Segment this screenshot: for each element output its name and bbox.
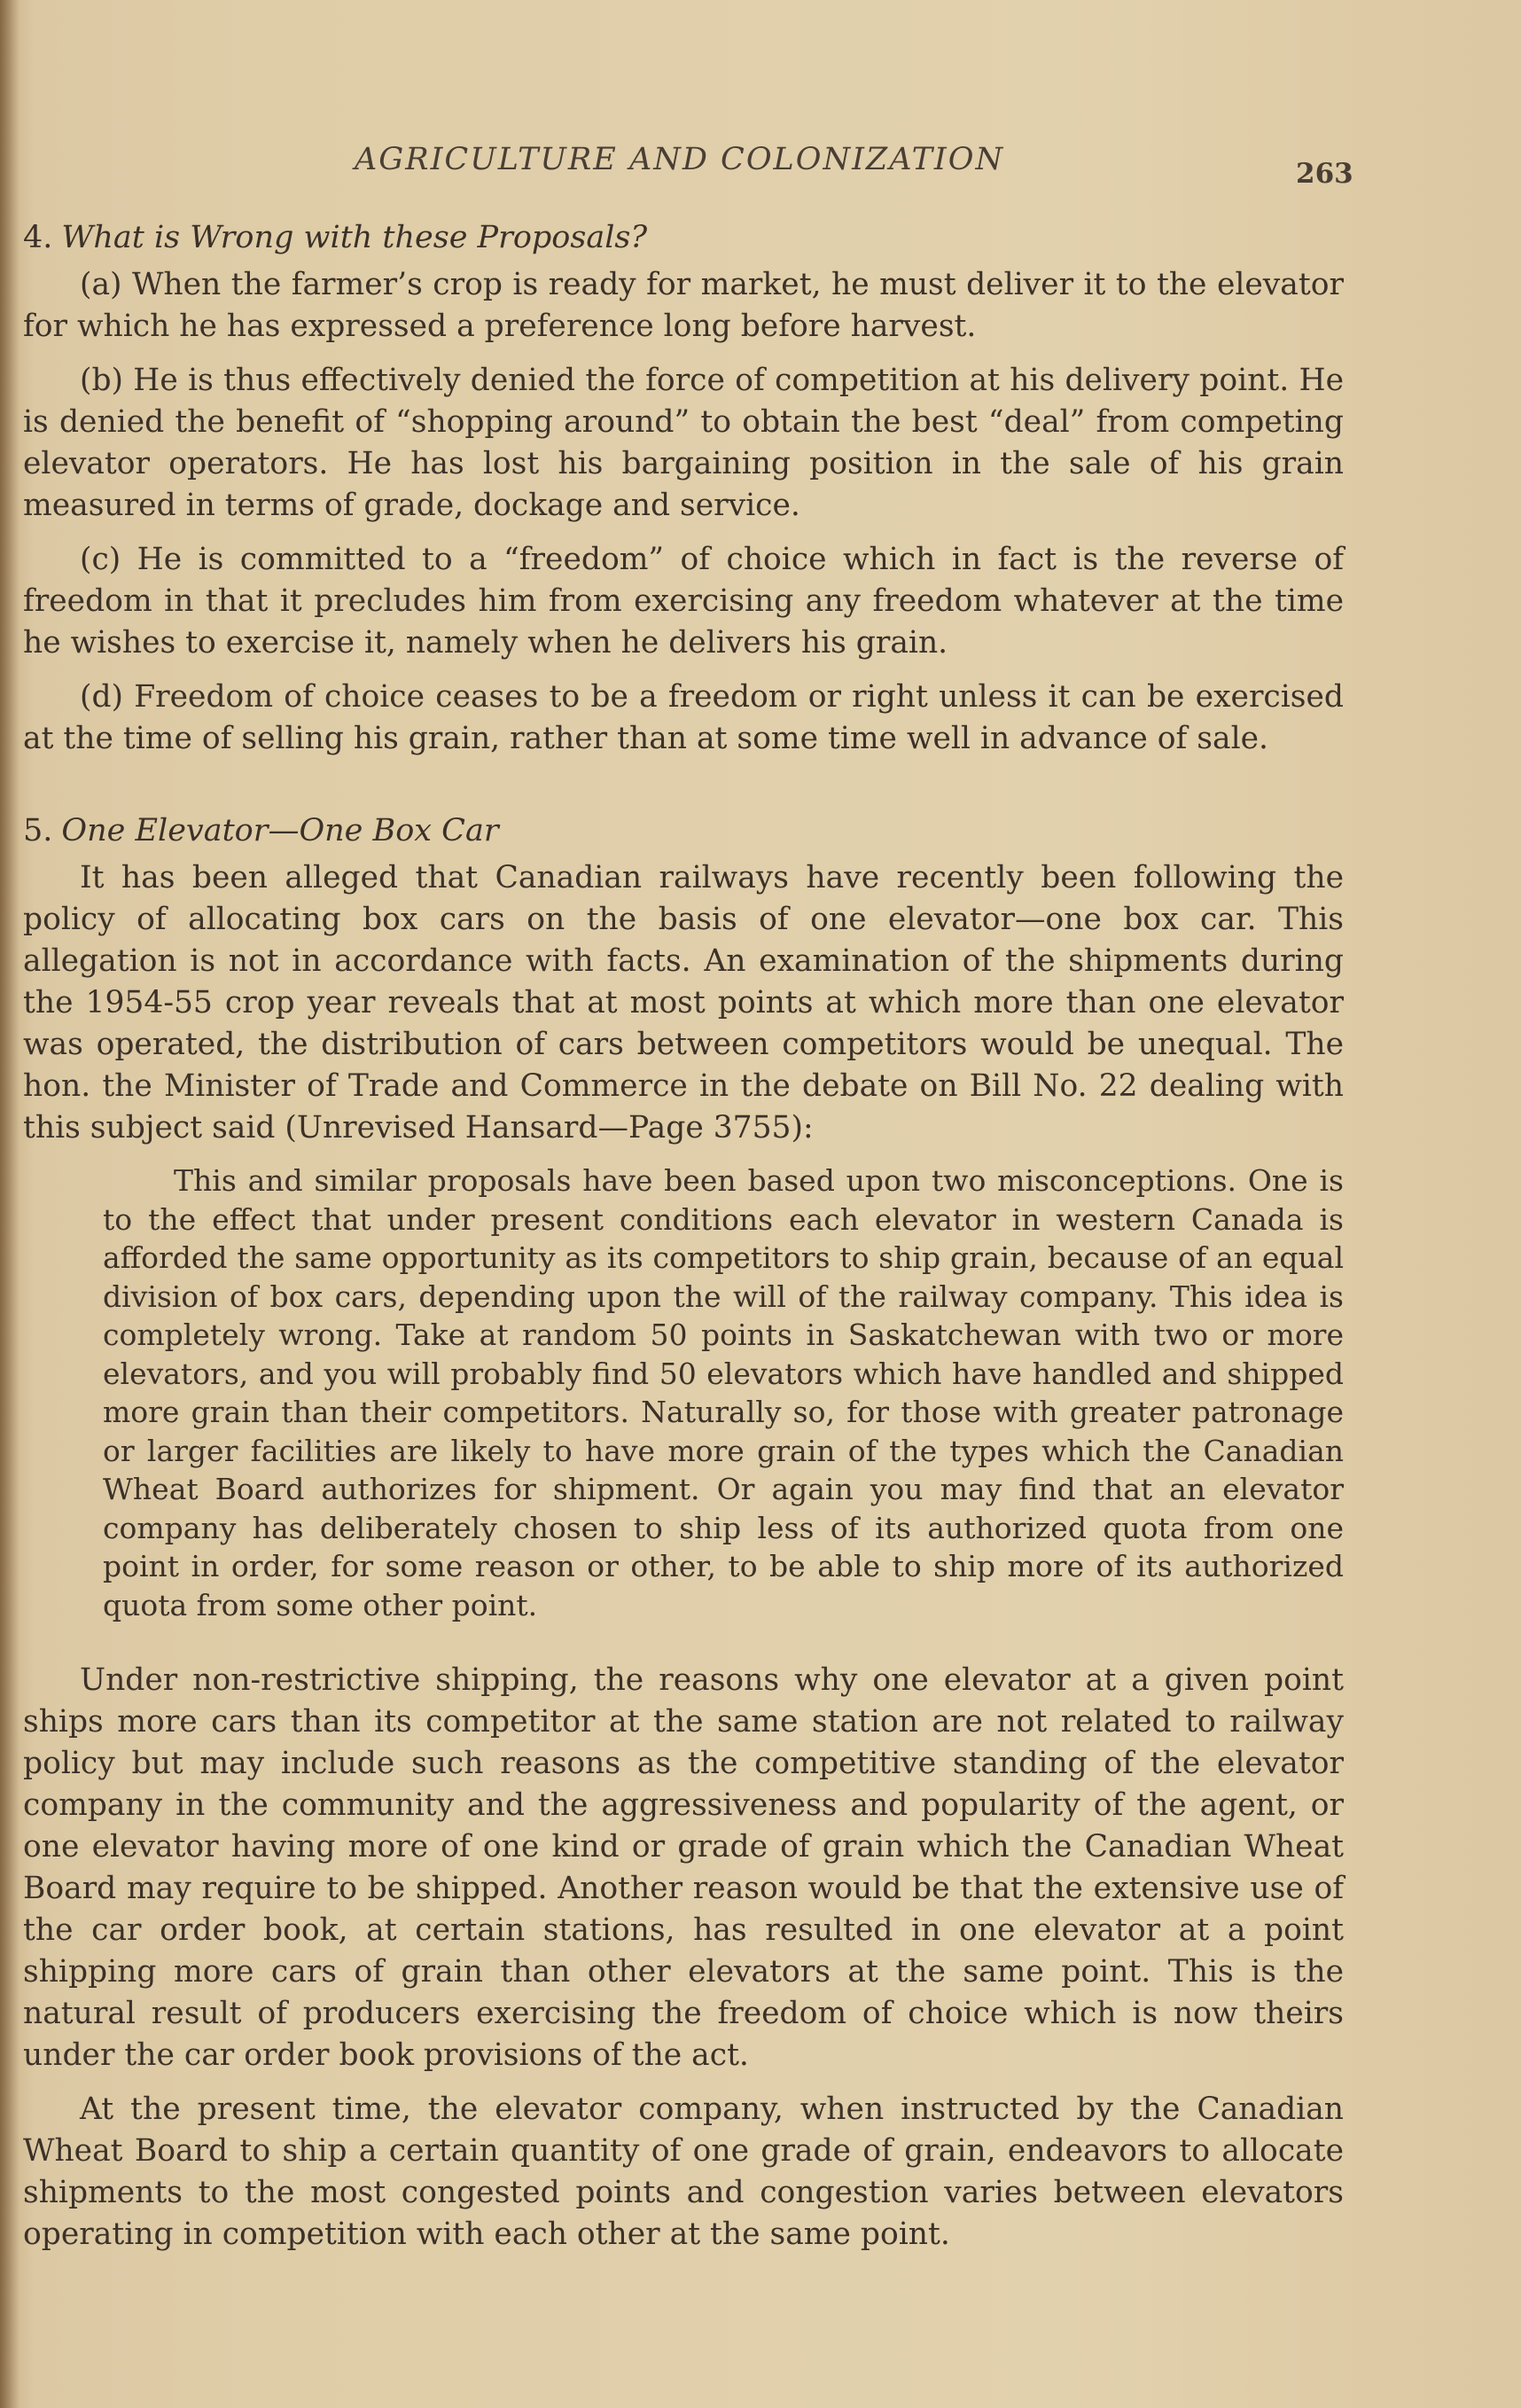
paragraph-5-intro: It has been alleged that Canadian railways have recently been following the policy of allocating box cars on the basis of one elevator—one box car. This allegation is not in accordance with facts. An examination of the shipments during the 1954-55 crop year reveals that at most points at which more than one elevator was operated, the distribution of cars between competitors would be unequal. The hon. the Minister of Trade and Commerce in the debate on Bill No. 22 dealing with this subject said (Unrevised Hansard—Page 3755): bbox=[23, 860, 1344, 1145]
paragraph-5-b: At the present time, the elevator company, when instructed by the Canadian Wheat Board to ship a certain quantity of one grade of grain, endeavors to allocate shipments to the most congested points and congestion varies between elevators operating in competition with each other at the same point. bbox=[23, 2091, 1344, 2252]
running-head: AGRICULTURE AND COLONIZATION bbox=[355, 142, 1005, 177]
section-number: 4. bbox=[23, 220, 53, 255]
section-heading-4 bbox=[23, 220, 1344, 255]
binding-shadow bbox=[0, 0, 20, 2408]
paragraph-4d: (d) Freedom of choice ceases to be a freedom or right unless it can be exercised at the time of selling his grain, rather than at some time well in advance of sale. bbox=[23, 679, 1344, 756]
paragraph-4c: (c) He is committed to a “freedom” of choice which in fact is the reverse of freedom in that it precludes him from exercising any freedom whatever at the time he wishes to exercise it, namely when he delivers his grain. bbox=[23, 542, 1344, 661]
block-quote: This and similar proposals have been based upon two misconceptions. One is to the effect that under present conditions each elevator in western Canada is afforded the same opportunity as its competitors to ship grain, because of an equal division of box cars, depending upon the will of the railway company. This idea is completely wrong. Take at random 50 points in Saskatchewan with two or more elevators, and you will probably find 50 elevators which have handled and shipped more grain than their competitors. Naturally so, for those with greater patronage or larger facilities are likely to have more grain of the types which the Canadian Wheat Board authorizes for shipment. Or again you may find that an elevator company has deliberately chosen to ship less of its authorized quota from one point in order, for some reason or other, to be able to ship more of its authorized quota from some other point. bbox=[103, 1163, 1344, 1622]
paragraph-4a: (a) When the farmer’s crop is ready for market, he must deliver it to the elevator for which he has expressed a preference long before harvest. bbox=[23, 267, 1344, 344]
section-title: What is Wrong with these Proposals? bbox=[61, 220, 648, 255]
paragraph-4b: (b) He is thus effectively denied the force of competition at his delivery point. He is denied the benefit of “shopping around” to obtain the best “deal” from competing elevator operators. He has lost his bargaining position in the sale of his grain measured in terms of grade, dockage and service. bbox=[23, 363, 1344, 523]
section-heading-5 bbox=[23, 813, 1344, 848]
section-title: One Elevator—One Box Car bbox=[61, 813, 499, 848]
paragraph-5-a: Under non-restrictive shipping, the reasons why one elevator at a given point ships more cars than its competitor at the same station are not related to railway policy but may include such reasons as the competitive standing of the elevator company in the community and the aggressiveness and popularity of the agent, or one elevator having more of one kind or grade of grain which the Canadian Wheat Board may require to be shipped. Another reason would be that the extensive use of the car order book, at certain stations, has resulted in one elevator at a point shipping more cars of grain than other elevators at the same point. This is the natural result of producers exercising the freedom of choice which is now theirs under the car order book provisions of the act. bbox=[23, 1662, 1344, 2073]
page-number: 263 bbox=[1296, 158, 1353, 190]
section-number: 5. bbox=[23, 813, 53, 848]
page-body bbox=[23, 202, 1344, 2268]
